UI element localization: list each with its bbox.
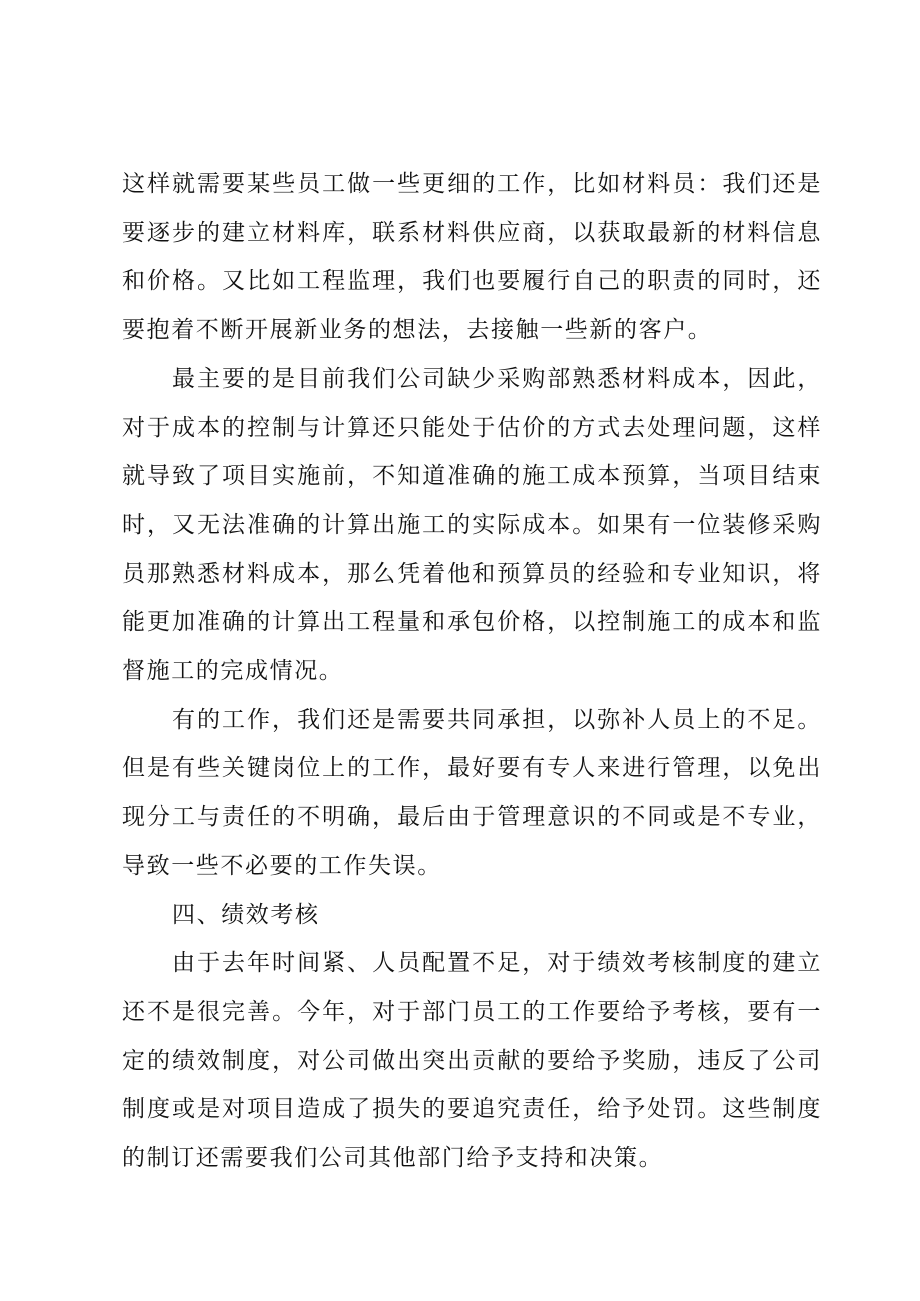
paragraph-performance: 由于去年时间紧、人员配置不足，对于绩效考核制度的建立还不是很完善。今年，对于部门员工的工作要给予考核，要有一定的绩效制度，对公司做出突出贡献的要给予奖励，违反了公司制度或是对项目造成了损失的要追究责任，给予处罚。这些制度的制订还需要我们公司其他部门给予支持和决策。 <box>122 950 822 1172</box>
paragraph-continuation: 这样就需要某些员工做一些更细的工作，比如材料员：我们还是要逐步的建立材料库，联系材料供应商，以获取最新的材料信息和价格。又比如工程监理，我们也要履行自己的职责的同时，还要抱着不断开展新业务的想法，去接触一些新的客户。 <box>122 171 822 344</box>
section-heading: 四、绩效考核 <box>172 901 320 928</box>
document-page <box>122 160 822 1183</box>
paragraph-procurement: 最主要的是目前我们公司缺少采购部熟悉材料成本，因此，对于成本的控制与计算还只能处于估价的方式去处理问题，这样就导致了项目实施前，不知道准确的施工成本预算，当项目结束时，又无法准确的计算出施工的实际成本。如果有一位装修采购员那熟悉材料成本，那么凭着他和预算员的经验和专业知识，将能更加准确的计算出工程量和承包价格，以控制施工的成本和监督施工的完成情况。 <box>122 365 822 685</box>
paragraph-shared-work: 有的工作，我们还是需要共同承担，以弥补人员上的不足。但是有些关键岗位上的工作，最好要有专人来进行管理，以免出现分工与责任的不明确，最后由于管理意识的不同或是不专业，导致一些不必要的工作失误。 <box>122 706 822 879</box>
